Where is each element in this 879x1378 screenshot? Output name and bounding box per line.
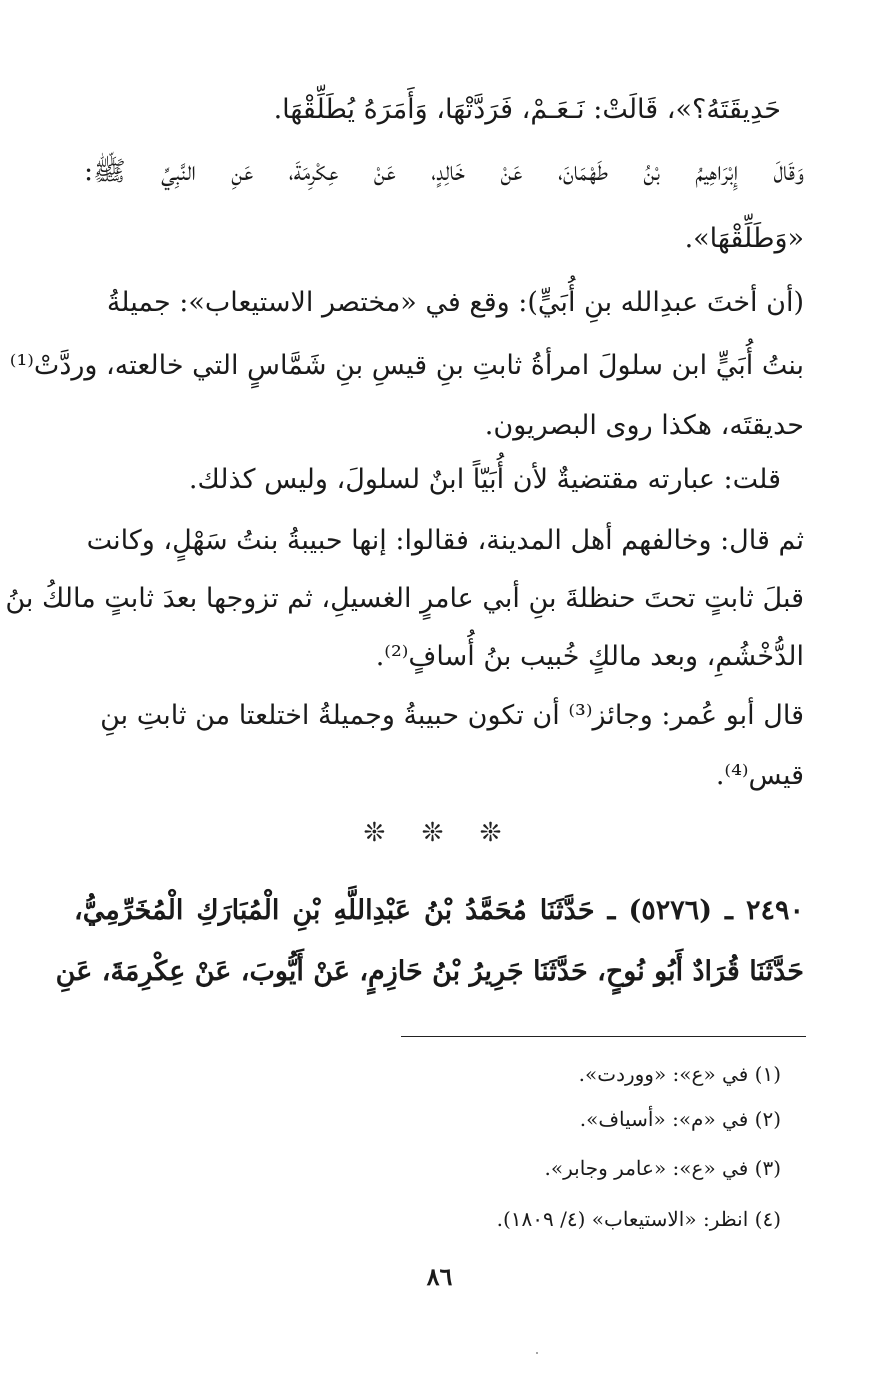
commentary-line-5: ثم قال: وخالفهم أهل المدينة، فقالوا: إنها حبيبةُ بنتُ سَهْلٍ، وكانت xyxy=(86,525,804,556)
hadith-line-2: حَدَّثَنَا قُرَادٌ أَبُو نُوحٍ، حَدَّثَنَا جَرِيرُ بْنُ حَازِمٍ، عَنْ أَيُّوبَ، عَنْ عِكْرِمَةَ، عَنِ xyxy=(55,956,804,987)
commentary-line-3: حديقتَه، هكذا روى البصريون. xyxy=(484,410,804,441)
text-line-3: «وَطَلِّقْهَا». xyxy=(684,223,804,254)
commentary-line-1: (أن أختَ عبدِالله بنِ أُبَيٍّ): وقع في «مختصر الاستيعاب»: جميلةُ xyxy=(106,287,804,318)
text-line-2: وَقَالَ إِبْرَاهِيمُ بْنُ طَهْمَانَ، عَنْ خَالِدٍ، عَنْ عِكْرِمَةَ، عَنِ النَّبِيِّ ﷺ: xyxy=(84,156,804,187)
commentary-line-8: قال أبو عُمر: وجائز⁽³⁾ أن تكون حبيبةُ وجميلةُ اختلعتا من ثابتِ بنِ xyxy=(100,700,804,731)
section-separator: ❊ ❊ ❊ xyxy=(363,818,516,848)
commentary-line-9: قيس⁽⁴⁾. xyxy=(715,760,804,791)
text-line-1: حَدِيقَتَهُ؟»، قَالَتْ: نَـعَـمْ، فَرَدَّتْهَا، وَأَمَرَهُ يُطَلِّقْهَا. xyxy=(273,94,781,125)
commentary-line-4: قلت: عبارته مقتضيةٌ لأن أُبَيّاً ابنٌ لسلولَ، وليس كذلك. xyxy=(188,464,781,495)
commentary-line-6: قبلَ ثابتٍ تحتَ حنظلةَ بنِ أبي عامرٍ الغسيلِ، ثم تزوجها بعدَ ثابتٍ مالكُ بنُ xyxy=(5,583,804,614)
commentary-line-7: الدُّخْشُمِ، وبعد مالكٍ خُبيب بنُ أُسافٍ⁽²⁾. xyxy=(375,641,804,672)
footnote-1: (١) في «ع»: «ووردت». xyxy=(578,1062,781,1086)
hadith-line-1: ٢٤٩٠ ـ (٥٢٧٦) ـ حَدَّثَنَا مُحَمَّدُ بْنُ عَبْدِاللَّهِ بْنِ الْمُبَارَكِ الْمُخَرِّمِيُّ، xyxy=(74,895,804,926)
footnote-4: (٤) انظر: «الاستيعاب» (٤/ ١٨٠٩). xyxy=(496,1207,781,1231)
print-speck xyxy=(536,1352,538,1354)
footnote-divider xyxy=(401,1036,806,1037)
footnote-3: (٣) في «ع»: «عامر وجابر». xyxy=(544,1156,781,1180)
commentary-line-2: بنتُ أُبَيٍّ ابن سلولَ امرأةُ ثابتِ بنِ قيسِ بنِ شَمَّاسٍ التي خالعته، وردَّتْ⁽¹⁾ xyxy=(9,350,804,381)
page-number: ٨٦ xyxy=(426,1262,453,1291)
footnote-2: (٢) في «م»: «أسياف». xyxy=(579,1107,781,1131)
